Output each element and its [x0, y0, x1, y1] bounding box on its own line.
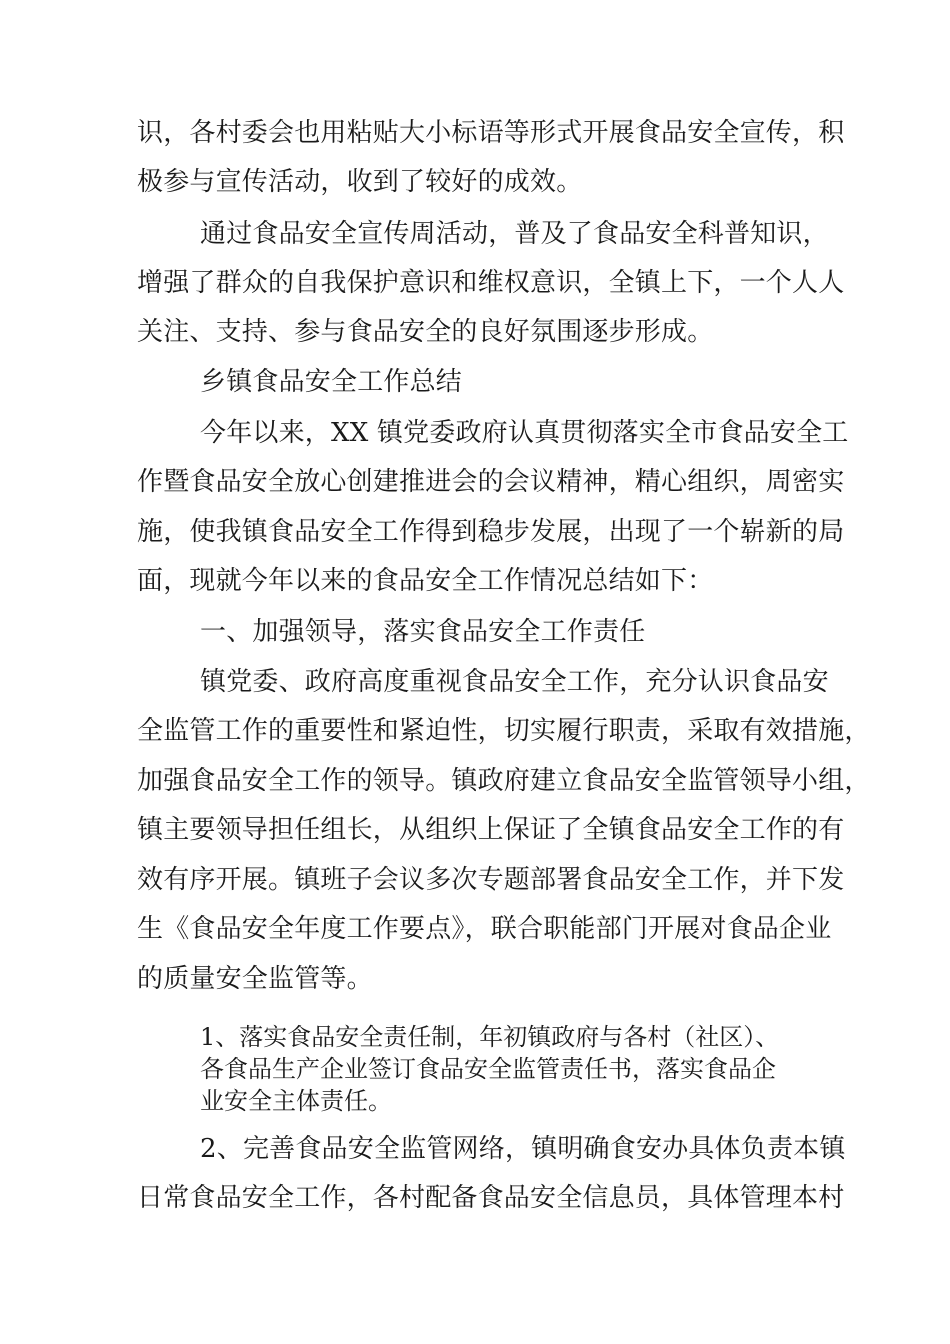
list-item-line: 业安全主体责任。 — [200, 1087, 392, 1115]
paragraph-line: 识，各村委会也用粘贴大小标语等形式开展食品安全宣传，积 — [137, 118, 845, 148]
paragraph-line: 面，现就今年以来的食品安全工作情况总结如下： — [137, 566, 714, 596]
paragraph-line: 作暨食品安全放心创建推进会的会议精神，精心组织，周密实 — [137, 467, 845, 497]
paragraph-line: 今年以来，XX 镇党委政府认真贯彻落实全市食品安全工 — [200, 418, 849, 448]
paragraph-line: 镇主要领导担任组长，从组织上保证了全镇食品安全工作的有 — [137, 815, 845, 845]
paragraph-line: 效有序开展。镇班子会议多次专题部署食品安全工作，并下发 — [137, 865, 845, 895]
paragraph-line: 通过食品安全宣传周活动，普及了食品安全科普知识， — [200, 219, 829, 249]
paragraph-line: 生《食品安全年度工作要点》，联合职能部门开展对食品企业 — [137, 914, 832, 944]
subsection-heading: 一、加强领导，落实食品安全工作责任 — [200, 617, 646, 647]
paragraph-line: 的质量安全监管等。 — [137, 964, 373, 994]
paragraph-line: 关注、支持、参与食品安全的良好氛围逐步形成。 — [137, 317, 714, 347]
list-item-line: 1、落实食品安全责任制，年初镇政府与各村（社区）、 — [200, 1023, 780, 1051]
list-item-line: 2、完善食品安全监管网络，镇明确食安办具体负责本镇 — [200, 1134, 846, 1164]
paragraph-line: 日常食品安全工作，各村配备食品安全信息员，具体管理本村 — [137, 1183, 845, 1213]
paragraph-line: 施，使我镇食品安全工作得到稳步发展，出现了一个崭新的局 — [137, 517, 845, 547]
paragraph-line: 加强食品安全工作的领导。镇政府建立食品安全监管领导小组， — [137, 766, 871, 796]
paragraph-line: 全监管工作的重要性和紧迫性，切实履行职责，采取有效措施， — [137, 716, 871, 746]
paragraph-line: 极参与宣传活动，收到了较好的成效。 — [137, 167, 583, 197]
section-heading: 乡镇食品安全工作总结 — [200, 367, 463, 397]
paragraph-line: 增强了群众的自我保护意识和维权意识，全镇上下，一个人人 — [137, 268, 845, 298]
list-item-line: 各食品生产企业签订食品安全监管责任书，落实食品企 — [200, 1055, 776, 1083]
paragraph-line: 镇党委、政府高度重视食品安全工作，充分认识食品安 — [200, 667, 829, 697]
